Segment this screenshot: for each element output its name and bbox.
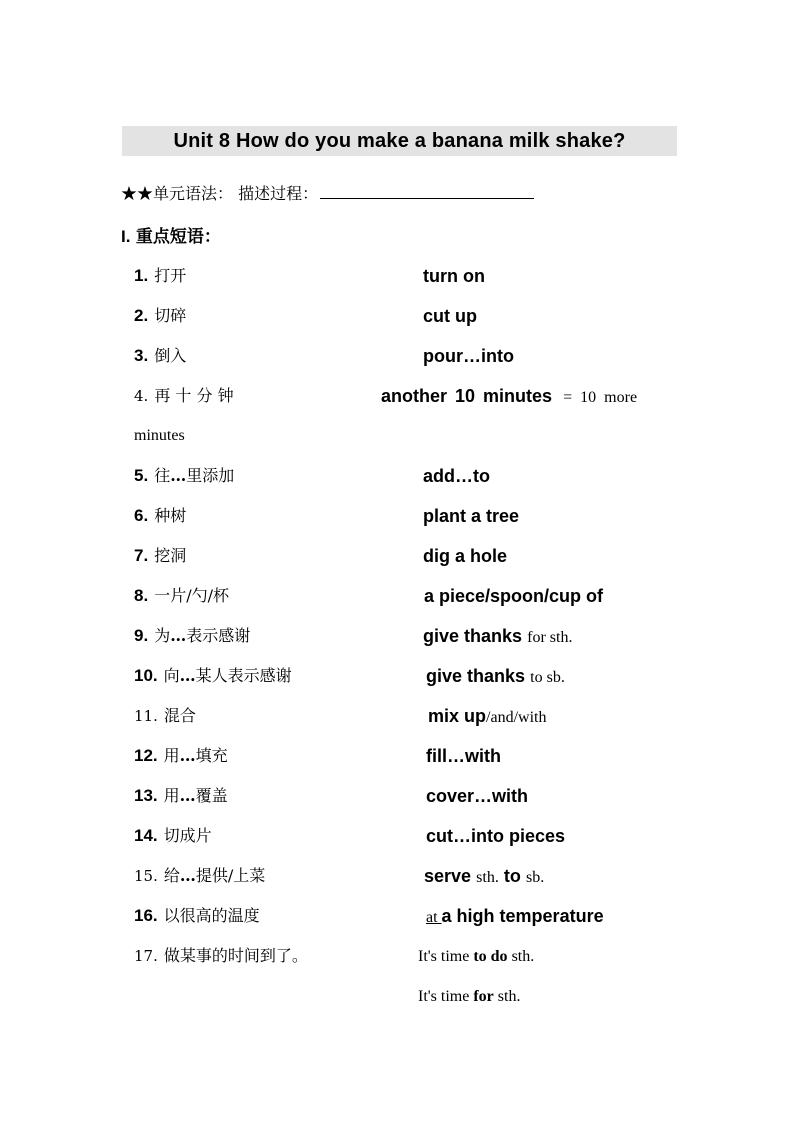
item-english: add…to <box>423 466 490 486</box>
list-item <box>134 504 186 528</box>
item-wrap: minutes <box>134 427 185 444</box>
item-chinese: 切成片 <box>163 826 212 845</box>
grammar-blank[interactable] <box>320 180 534 199</box>
item-underlined: at <box>426 909 442 926</box>
item-english: mix up <box>428 706 487 726</box>
item-ellipsis: … <box>179 866 196 885</box>
item-chinese: 一片/勺/杯 <box>154 586 229 605</box>
item-english-line <box>426 664 565 688</box>
item-chinese: 填充 <box>195 746 228 765</box>
item-chinese-pre: 给 <box>163 866 180 885</box>
item-english: plant a tree <box>423 506 520 526</box>
item-english: another 10 minutes <box>381 386 553 406</box>
item-english: give thanks <box>426 666 526 686</box>
item-english-line <box>418 944 534 968</box>
list-item <box>134 664 292 688</box>
item-extra: to sb. <box>530 669 565 686</box>
item-ellipsis: … <box>179 666 196 685</box>
item-english-line <box>428 704 546 728</box>
item-text: It's time <box>418 988 474 1005</box>
item-chinese: 做某事的时间到了。 <box>163 946 308 965</box>
item-chinese-pre: 向 <box>163 666 180 685</box>
item-text: It's time <box>418 948 474 965</box>
section-label: 重点短语： <box>135 227 221 247</box>
item-english: a high temperature <box>441 906 604 926</box>
item-ellipsis: … <box>179 746 196 765</box>
item-number: 4. <box>134 387 149 405</box>
item-english: cut up <box>423 306 477 326</box>
section-roman: I. <box>121 227 131 246</box>
item-number: 15. <box>134 867 158 885</box>
item-number: 17. <box>134 947 158 965</box>
item-english: serve <box>424 866 472 886</box>
list-item <box>134 864 265 888</box>
item-english: turn on <box>423 266 485 286</box>
item-extra: = 10 more <box>563 389 638 406</box>
item-english-line <box>426 904 604 928</box>
item-number: 8. <box>134 586 149 605</box>
item-english: give thanks <box>423 626 523 646</box>
item-number: 10. <box>134 666 158 685</box>
item-bold: to do <box>473 948 508 965</box>
item-chinese: 再 十 分 钟 <box>154 386 234 405</box>
item-chinese-pre: 往 <box>154 466 171 485</box>
item-english-line <box>423 624 572 648</box>
item-extra: /and/with <box>486 709 547 726</box>
item-chinese: 表示感谢 <box>186 626 251 645</box>
item-text: sth. <box>507 948 535 965</box>
item-text: sth. <box>493 988 521 1005</box>
item-number: 3. <box>134 346 149 365</box>
item-chinese: 混合 <box>163 706 196 725</box>
item-chinese: 提供/上菜 <box>195 866 266 885</box>
item-english: a piece/spoon/cup of <box>424 586 604 606</box>
item-extra: sth. <box>476 869 499 886</box>
list-item <box>134 944 308 968</box>
item-chinese-pre: 用 <box>163 746 180 765</box>
item-english-2: to <box>503 866 521 886</box>
item-ellipsis: … <box>170 626 187 645</box>
section-heading <box>121 225 221 249</box>
list-item <box>134 344 186 368</box>
item-extra-2: sb. <box>526 869 545 886</box>
item-extra: for sth. <box>527 629 573 646</box>
list-item <box>134 384 234 408</box>
item-chinese-pre: 用 <box>163 786 180 805</box>
item-number: 13. <box>134 786 158 805</box>
list-item <box>134 304 186 328</box>
item-chinese: 挖洞 <box>154 546 187 565</box>
item-chinese: 打开 <box>154 266 187 285</box>
item-english: cover…with <box>426 786 529 806</box>
item-english-line <box>381 384 637 408</box>
item-ellipsis: … <box>170 466 187 485</box>
list-item <box>134 624 250 648</box>
list-item <box>134 824 212 848</box>
item-chinese: 某人表示感谢 <box>195 666 292 685</box>
item-english-line <box>424 864 544 888</box>
item-english: pour…into <box>423 346 514 366</box>
item-english: cut…into pieces <box>426 826 566 846</box>
list-item <box>134 744 228 768</box>
page-title: Unit 8 How do you make a banana milk shake? <box>122 126 677 156</box>
item-chinese: 切碎 <box>154 306 187 325</box>
item-english-line <box>418 984 520 1008</box>
list-item <box>134 464 234 488</box>
item-english: dig a hole <box>423 546 508 566</box>
item-chinese: 覆盖 <box>195 786 228 805</box>
item-number: 16. <box>134 906 158 925</box>
item-ellipsis: … <box>179 786 196 805</box>
list-item <box>134 904 260 928</box>
item-chinese: 里添加 <box>186 466 235 485</box>
item-chinese: 以很高的温度 <box>163 906 260 925</box>
item-number: 14. <box>134 826 158 845</box>
item-number: 9. <box>134 626 149 645</box>
item-number: 7. <box>134 546 149 565</box>
item-number: 1. <box>134 266 149 285</box>
grammar-line <box>121 180 534 206</box>
item-bold: for <box>473 988 494 1005</box>
item-number: 5. <box>134 466 149 485</box>
grammar-label: ★★单元语法： 描述过程： <box>121 184 319 203</box>
list-item <box>134 784 228 808</box>
item-number: 11. <box>134 707 158 725</box>
item-chinese: 种树 <box>154 506 187 525</box>
item-chinese-pre: 为 <box>154 626 171 645</box>
item-number: 12. <box>134 746 158 765</box>
list-item <box>134 544 186 568</box>
list-item <box>134 704 196 728</box>
item-number: 6. <box>134 506 149 525</box>
list-item <box>134 584 229 608</box>
item-number: 2. <box>134 306 149 325</box>
item-chinese: 倒入 <box>154 346 187 365</box>
item-english: fill…with <box>426 746 501 766</box>
list-item <box>134 264 186 288</box>
